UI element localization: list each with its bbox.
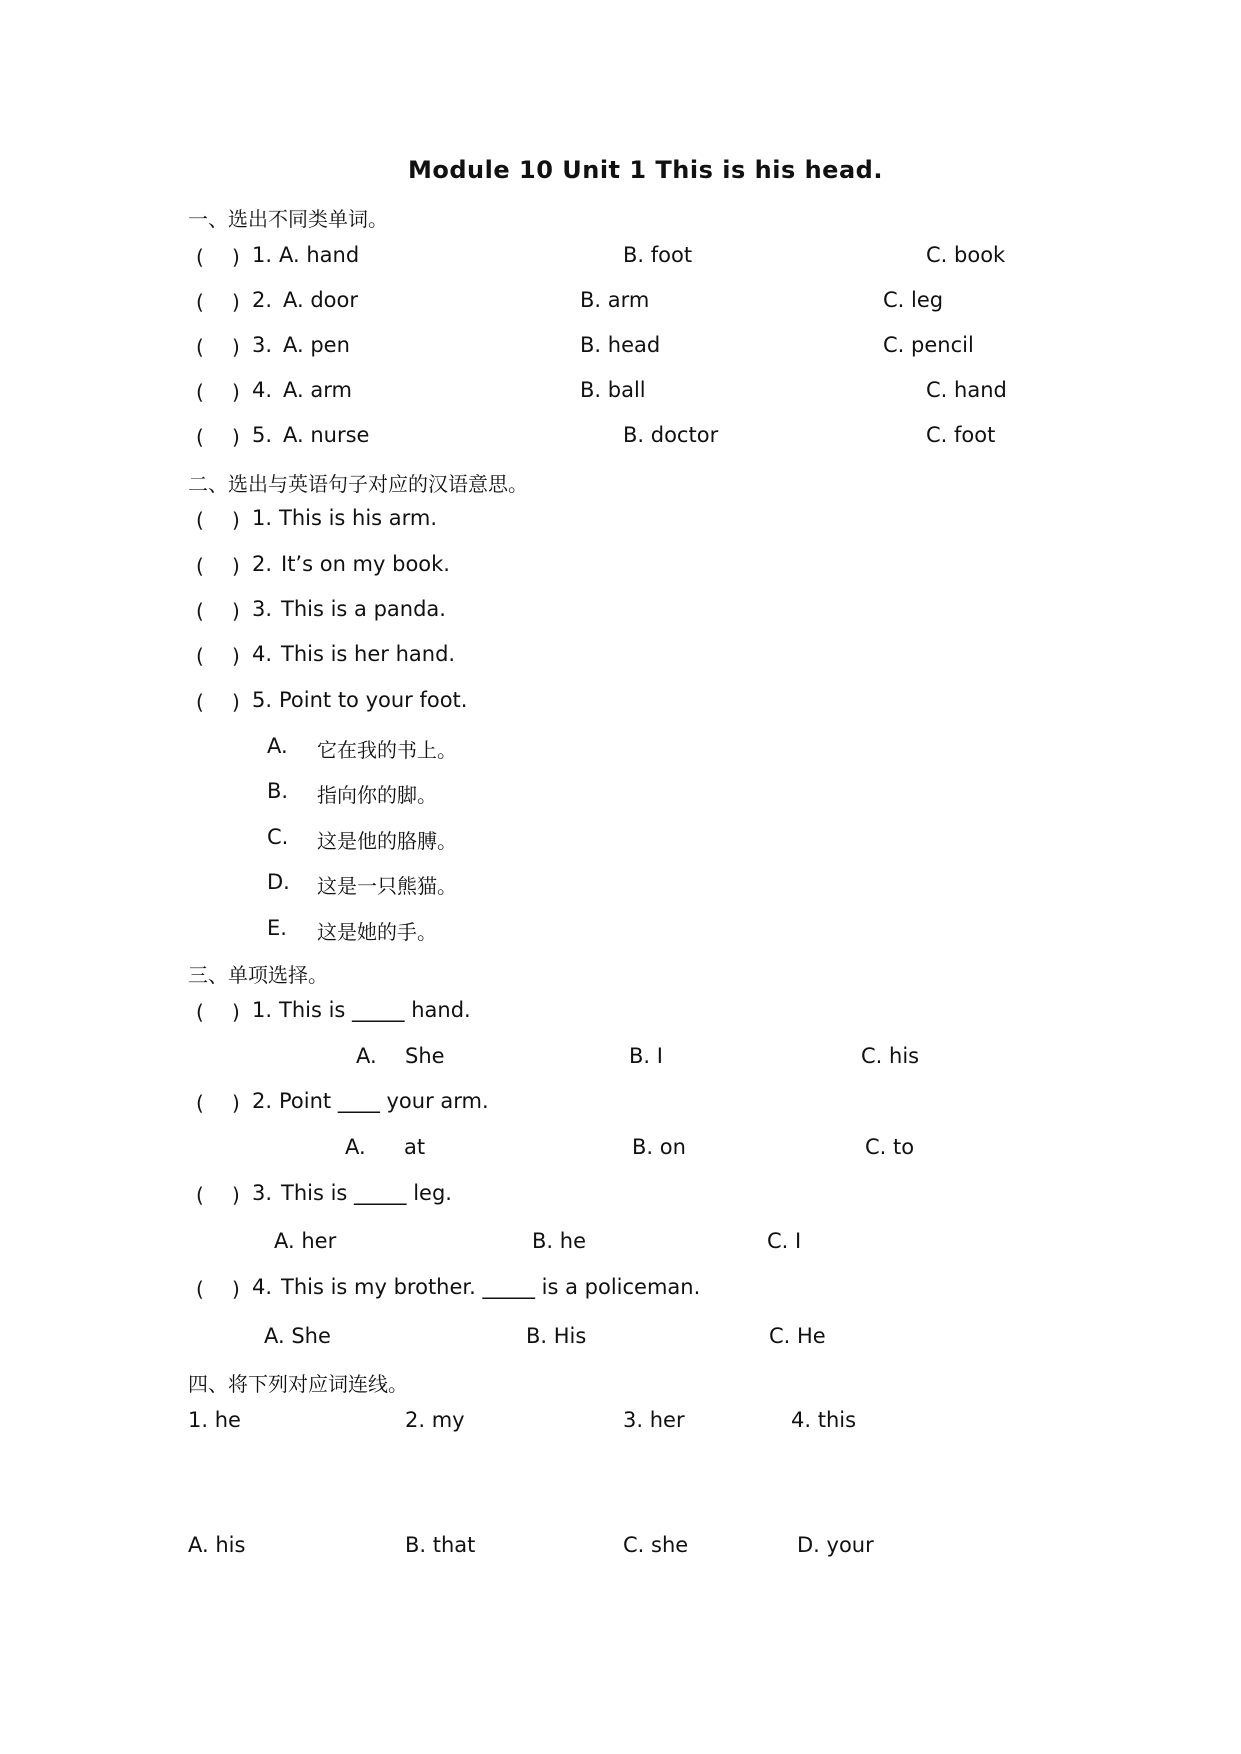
option-c: C. hand [926,378,1007,402]
option-c: C. He [769,1324,826,1348]
answer-paren-close: ) [232,1091,240,1115]
answer-paren-close: ) [232,554,240,578]
answer-paren-close: ) [232,290,240,314]
option-a: A. door [283,288,359,312]
section-4-heading: 四、将下列对应词连线。 [188,1372,408,1396]
answer-paren-close: ) [232,599,240,623]
option-b: B. ball [580,378,646,402]
option-b: B. head [580,333,661,357]
section-2-heading: 二、选出与英语句子对应的汉语意思。 [188,472,528,496]
answer-paren-open: ( [196,245,204,269]
option-c: C. book [926,243,1006,267]
page-title: Module 10 Unit 1 This is his head. [408,156,883,184]
match-word: D. your [797,1533,874,1557]
match-word: 2. my [405,1408,465,1432]
answer-paren-open: ( [196,380,204,404]
sentence: Point to your foot. [279,688,468,712]
answer-paren-close: ) [232,690,240,714]
item-number: 3. [252,597,273,621]
section-1-heading: 一、选出不同类单词。 [188,207,388,231]
answer-paren-close: ) [232,245,240,269]
sentence: This is her hand. [281,642,456,666]
option-text: 指向你的脚。 [317,783,437,807]
match-word: 1. he [188,1408,241,1432]
answer-paren-open: ( [196,599,204,623]
sentence: This is a panda. [281,597,446,621]
answer-paren-close: ) [232,425,240,449]
answer-paren-close: ) [232,380,240,404]
option-letter: D. [267,870,290,894]
option-letter: A. [267,734,288,758]
item-number: 3. [252,333,273,357]
answer-paren-open: ( [196,690,204,714]
option-b: B. doctor [623,423,719,447]
answer-paren-open: ( [196,425,204,449]
item-number: 1. [252,506,273,530]
option-a: A. hand [279,243,360,267]
item-number: 1. [252,243,273,267]
option-a-text: at [404,1135,426,1159]
option-a: A. nurse [283,423,370,447]
option-c: C. foot [926,423,996,447]
option-c: C. leg [883,288,944,312]
option-a-letter: A. [345,1135,366,1159]
option-b: B. on [632,1135,686,1159]
item-number: 4. [252,642,273,666]
option-a: A. pen [283,333,350,357]
match-word: B. that [405,1533,476,1557]
option-b: B. foot [623,243,693,267]
question-text: Point ____ your arm. [279,1089,489,1113]
answer-paren-close: ) [232,1183,240,1207]
answer-paren-open: ( [196,290,204,314]
question-text: This is my brother. _____ is a policeman. [281,1275,701,1299]
answer-paren-close: ) [232,1000,240,1024]
option-text: 这是她的手。 [317,920,437,944]
match-word: 4. this [791,1408,857,1432]
answer-paren-open: ( [196,508,204,532]
option-a: A. She [264,1324,331,1348]
item-number: 2. [252,1089,273,1113]
answer-paren-close: ) [232,644,240,668]
answer-paren-open: ( [196,554,204,578]
sentence: It’s on my book. [281,552,450,576]
section-3-heading: 三、单项选择。 [188,963,328,987]
question-text: This is _____ leg. [281,1181,452,1205]
option-c: C. his [861,1044,920,1068]
item-number: 4. [252,378,273,402]
item-number: 5. [252,423,273,447]
option-b: B. I [629,1044,663,1068]
match-word: 3. her [623,1408,685,1432]
item-number: 1. [252,998,273,1022]
option-text: 它在我的书上。 [317,738,457,762]
match-word: C. she [623,1533,689,1557]
option-letter: B. [267,779,289,803]
answer-paren-close: ) [232,335,240,359]
answer-paren-open: ( [196,335,204,359]
option-b: B. His [526,1324,587,1348]
item-number: 3. [252,1181,273,1205]
answer-paren-close: ) [232,1277,240,1301]
item-number: 4. [252,1275,273,1299]
option-letter: E. [267,916,287,940]
option-c: C. to [865,1135,915,1159]
option-c: C. pencil [883,333,974,357]
option-text: 这是一只熊猫。 [317,874,457,898]
answer-paren-open: ( [196,644,204,668]
option-a: A. arm [283,378,352,402]
answer-paren-open: ( [196,1091,204,1115]
answer-paren-open: ( [196,1183,204,1207]
question-text: This is _____ hand. [279,998,471,1022]
option-text: 这是他的胳膊。 [317,829,457,853]
option-b: B. he [532,1229,586,1253]
item-number: 5. [252,688,273,712]
option-a: A. her [274,1229,337,1253]
option-a-text: She [405,1044,445,1068]
item-number: 2. [252,288,273,312]
answer-paren-open: ( [196,1000,204,1024]
item-number: 2. [252,552,273,576]
sentence: This is his arm. [279,506,438,530]
option-a-letter: A. [356,1044,377,1068]
answer-paren-close: ) [232,508,240,532]
option-c: C. I [767,1229,802,1253]
answer-paren-open: ( [196,1277,204,1301]
option-b: B. arm [580,288,650,312]
match-word: A. his [188,1533,246,1557]
option-letter: C. [267,825,289,849]
